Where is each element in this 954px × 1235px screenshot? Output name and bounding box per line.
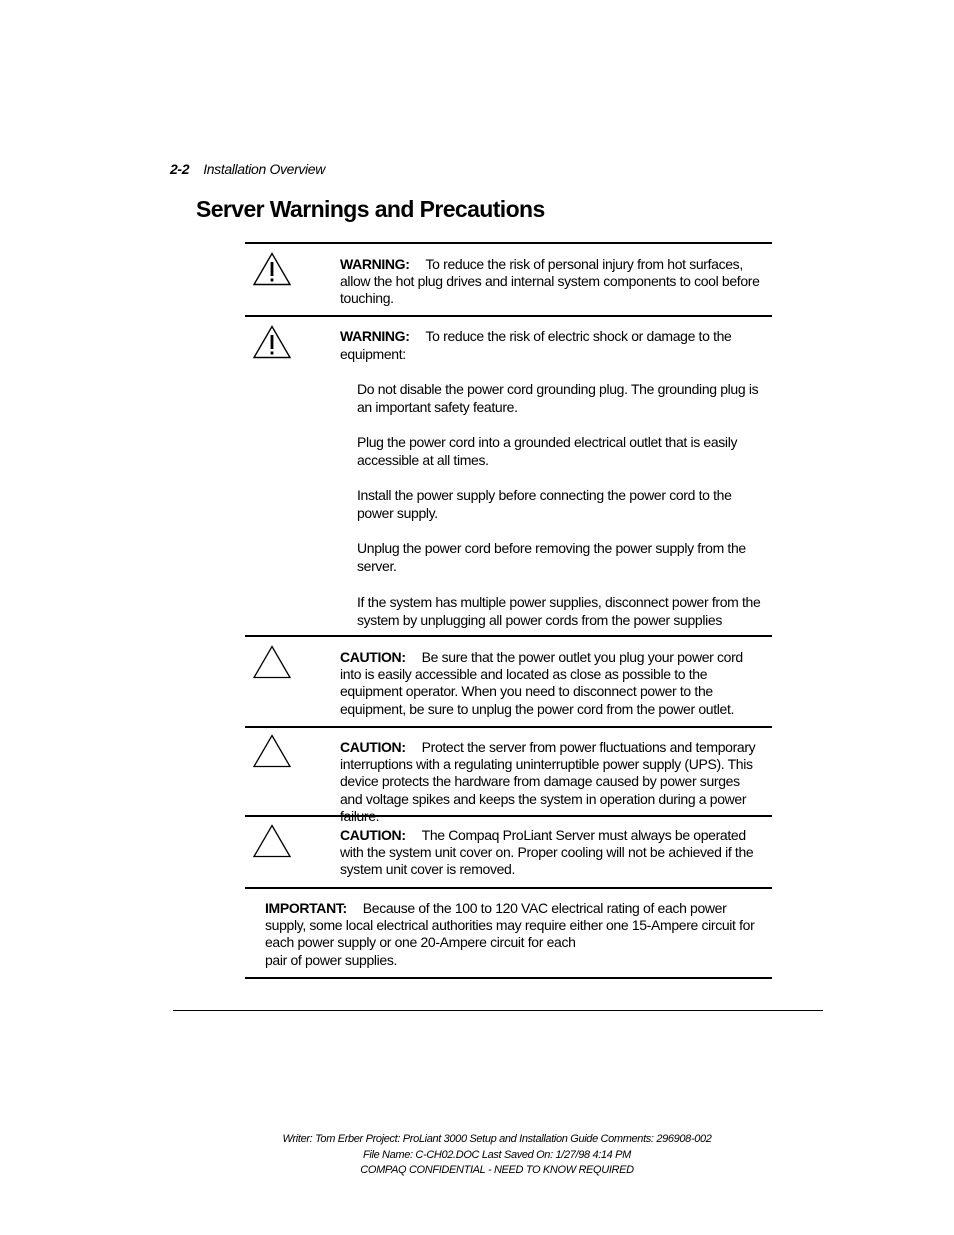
running-header <box>170 161 325 177</box>
section-name: Installation Overview <box>203 161 326 177</box>
caution-label: CAUTION: <box>340 739 406 755</box>
caution-triangle-icon <box>253 824 291 858</box>
footer-line: COMPAQ CONFIDENTIAL - NEED TO KNOW REQUIRED <box>360 1164 634 1176</box>
safety-item: Install the power supply before connecting the power cord to the power supply. <box>357 487 732 521</box>
safety-item: If the system has multiple power supplies, disconnect power from the system by unplugging all power cords from the power supplies <box>357 594 761 628</box>
footer-line: Writer: Tom Erber Project: ProLiant 3000 Setup and Installation Guide Comments: 296908-002 <box>282 1133 712 1145</box>
page-number: 2-2 <box>170 161 190 177</box>
caution-notice-power-outlet <box>245 635 772 727</box>
caution-message: Be sure that the power outlet you plug your power cord into is easily accessible and located as close as possible to the equipment operator. When you need to disconnect power to the equipment, be sure to unplug the power cord from the power outlet. <box>340 649 743 717</box>
important-message: Because of the 100 to 120 VAC electrical rating of each power supply, some local electrical authorities may require either one 15-Ampere circuit for each power supply or one 20-Ampere circuit for each <box>265 900 755 951</box>
safety-item: Unplug the power cord before removing the power supply from the server. <box>357 540 746 574</box>
footer-line: File Name: C-CH02.DOC Last Saved On: 1/27/98 4:14 PM <box>363 1148 631 1161</box>
safety-item: Do not disable the power cord grounding plug. The grounding plug is an important safety feature. <box>357 381 759 415</box>
caution-label: CAUTION: <box>340 649 406 665</box>
warning-notice-electric-shock <box>245 315 772 637</box>
important-message-continued: pair of power supplies. <box>265 951 398 968</box>
warning-label: WARNING: <box>340 256 410 272</box>
warning-notice-hot-surfaces <box>245 242 772 316</box>
warning-text <box>340 327 765 629</box>
caution-text <box>340 739 765 825</box>
caution-label: CAUTION: <box>340 827 406 843</box>
warning-message: To reduce the risk of personal injury from hot surfaces, allow the hot plug drives and internal system components to cool before touching. <box>340 256 760 307</box>
warning-triangle-exclamation-icon <box>253 325 291 359</box>
footer-rule <box>173 1010 823 1011</box>
warning-text <box>340 256 765 308</box>
caution-triangle-icon <box>253 645 291 679</box>
section-end-rule <box>245 977 772 979</box>
warning-triangle-exclamation-icon <box>253 252 291 286</box>
caution-triangle-icon <box>253 734 291 768</box>
document-footer <box>0 1132 954 1179</box>
caution-message: The Compaq ProLiant Server must always be operated with the system unit cover on. Proper cooling will not be achieved if the system unit cover is removed. <box>340 827 754 878</box>
caution-text <box>340 649 765 718</box>
caution-text <box>340 827 765 879</box>
caution-notice-ups <box>245 726 772 824</box>
caution-message: Protect the server from power fluctuations and temporary interruptions with a regulating uninterruptible power supply (UPS). This device protects the hardware from damage caused by power surges and voltage spikes and keeps the system in operation during a power failure. <box>340 739 756 824</box>
warning-message: To reduce the risk of electric shock or damage to the equipment: <box>340 328 732 362</box>
caution-notice-unit-cover <box>245 815 772 889</box>
important-label: IMPORTANT: <box>265 900 347 916</box>
important-notice <box>245 887 772 977</box>
warning-label: WARNING: <box>340 328 410 344</box>
safety-item: Plug the power cord into a grounded electrical outlet that is easily accessible at all times. <box>357 434 738 468</box>
important-text <box>265 900 765 969</box>
page-title: Server Warnings and Precautions <box>196 196 545 222</box>
